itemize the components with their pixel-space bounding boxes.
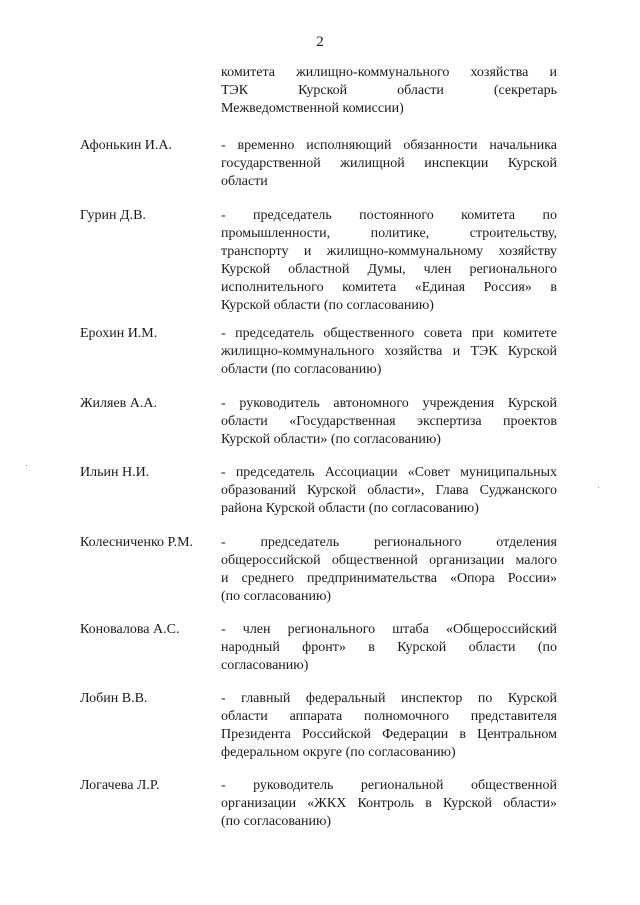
text-line: Курской области (по согласованию) <box>221 298 434 313</box>
text-line: согласованию) <box>221 658 309 673</box>
member-name: Афонькин И.А. <box>80 138 173 153</box>
text-line: организации «ЖКХ Контроль в Курской области» <box>221 796 557 811</box>
text-line: общероссийской общественной организации малого <box>221 553 557 568</box>
member-name: Колесниченко Р.М. <box>80 535 194 550</box>
text-line: транспорту и жилищно-коммунальному хозяйству <box>221 244 557 259</box>
text-line: народный фронт» в Курской области (по <box>221 640 557 655</box>
text-line: образований Курской области», Глава Суджанского <box>221 483 557 498</box>
member-name: Логачева Л.Р. <box>80 778 160 793</box>
member-description <box>221 621 557 675</box>
text-line: области аппарата полномочного представителя <box>221 709 557 724</box>
member-description <box>221 690 557 762</box>
text-line: области «Государственная экспертиза проектов <box>221 414 557 429</box>
page-number: 2 <box>316 34 324 50</box>
member-name: Ерохин И.М. <box>80 326 158 341</box>
text-line: - председатель общественного совета при комитете <box>221 326 557 341</box>
text-line: Курской областной Думы, член регионального <box>221 262 557 277</box>
member-name: Коновалова А.С. <box>80 622 180 637</box>
member-description <box>221 395 557 449</box>
text-line: жилищно-коммунального хозяйства и ТЭК Курской <box>221 344 557 359</box>
text-line: (по согласованию) <box>221 814 332 829</box>
text-line: области (по согласованию) <box>221 362 382 377</box>
text-line: - руководитель автономного учреждения Курской <box>221 396 557 411</box>
member-description <box>221 207 557 315</box>
member-name: Ильин Н.И. <box>80 465 150 480</box>
member-name: Жиляев А.А. <box>80 396 158 411</box>
text-line: федеральном округе (по согласованию) <box>221 745 456 760</box>
text-line: - временно исполняющий обязанности начальника <box>221 138 557 153</box>
text-line: района Курской области (по согласованию) <box>221 501 479 516</box>
text-line: (по согласованию) <box>221 589 332 604</box>
scan-speck <box>598 487 599 488</box>
text-line: - член регионального штаба «Общероссийский <box>221 622 557 637</box>
text-line: ТЭК Курской области (секретарь <box>221 83 557 98</box>
scan-speck <box>26 465 27 466</box>
member-description <box>221 777 557 831</box>
text-line: Президента Российской Федерации в Центральном <box>221 727 557 742</box>
text-line: промышленности, политике, строительству, <box>221 226 557 241</box>
member-description <box>221 325 557 379</box>
text-line: и среднего предпринимательства «Опора России» <box>221 571 557 586</box>
text-line: - председатель регионального отделения <box>221 535 557 550</box>
text-line: Межведомственной комиссии) <box>221 101 404 116</box>
text-line: - главный федеральный инспектор по Курской <box>221 691 557 706</box>
text-line: государственной жилищной инспекции Курской <box>221 156 557 171</box>
member-name: Лобин В.В. <box>80 691 148 706</box>
member-description <box>221 137 557 191</box>
text-line: Курской области» (по согласованию) <box>221 432 441 447</box>
text-line: - председатель Ассоциации «Совет муниципальных <box>221 465 557 480</box>
continuation-text <box>221 64 557 118</box>
text-line: комитета жилищно-коммунального хозяйства и <box>221 65 557 80</box>
text-line: области <box>221 174 268 189</box>
member-description <box>221 534 557 606</box>
member-name: Гурин Д.В. <box>80 208 146 223</box>
text-line: - председатель постоянного комитета по <box>221 208 557 223</box>
text-line: исполнительного комитета «Единая Россия» в <box>221 280 557 295</box>
text-line: - руководитель региональной общественной <box>221 778 557 793</box>
member-description <box>221 464 557 518</box>
